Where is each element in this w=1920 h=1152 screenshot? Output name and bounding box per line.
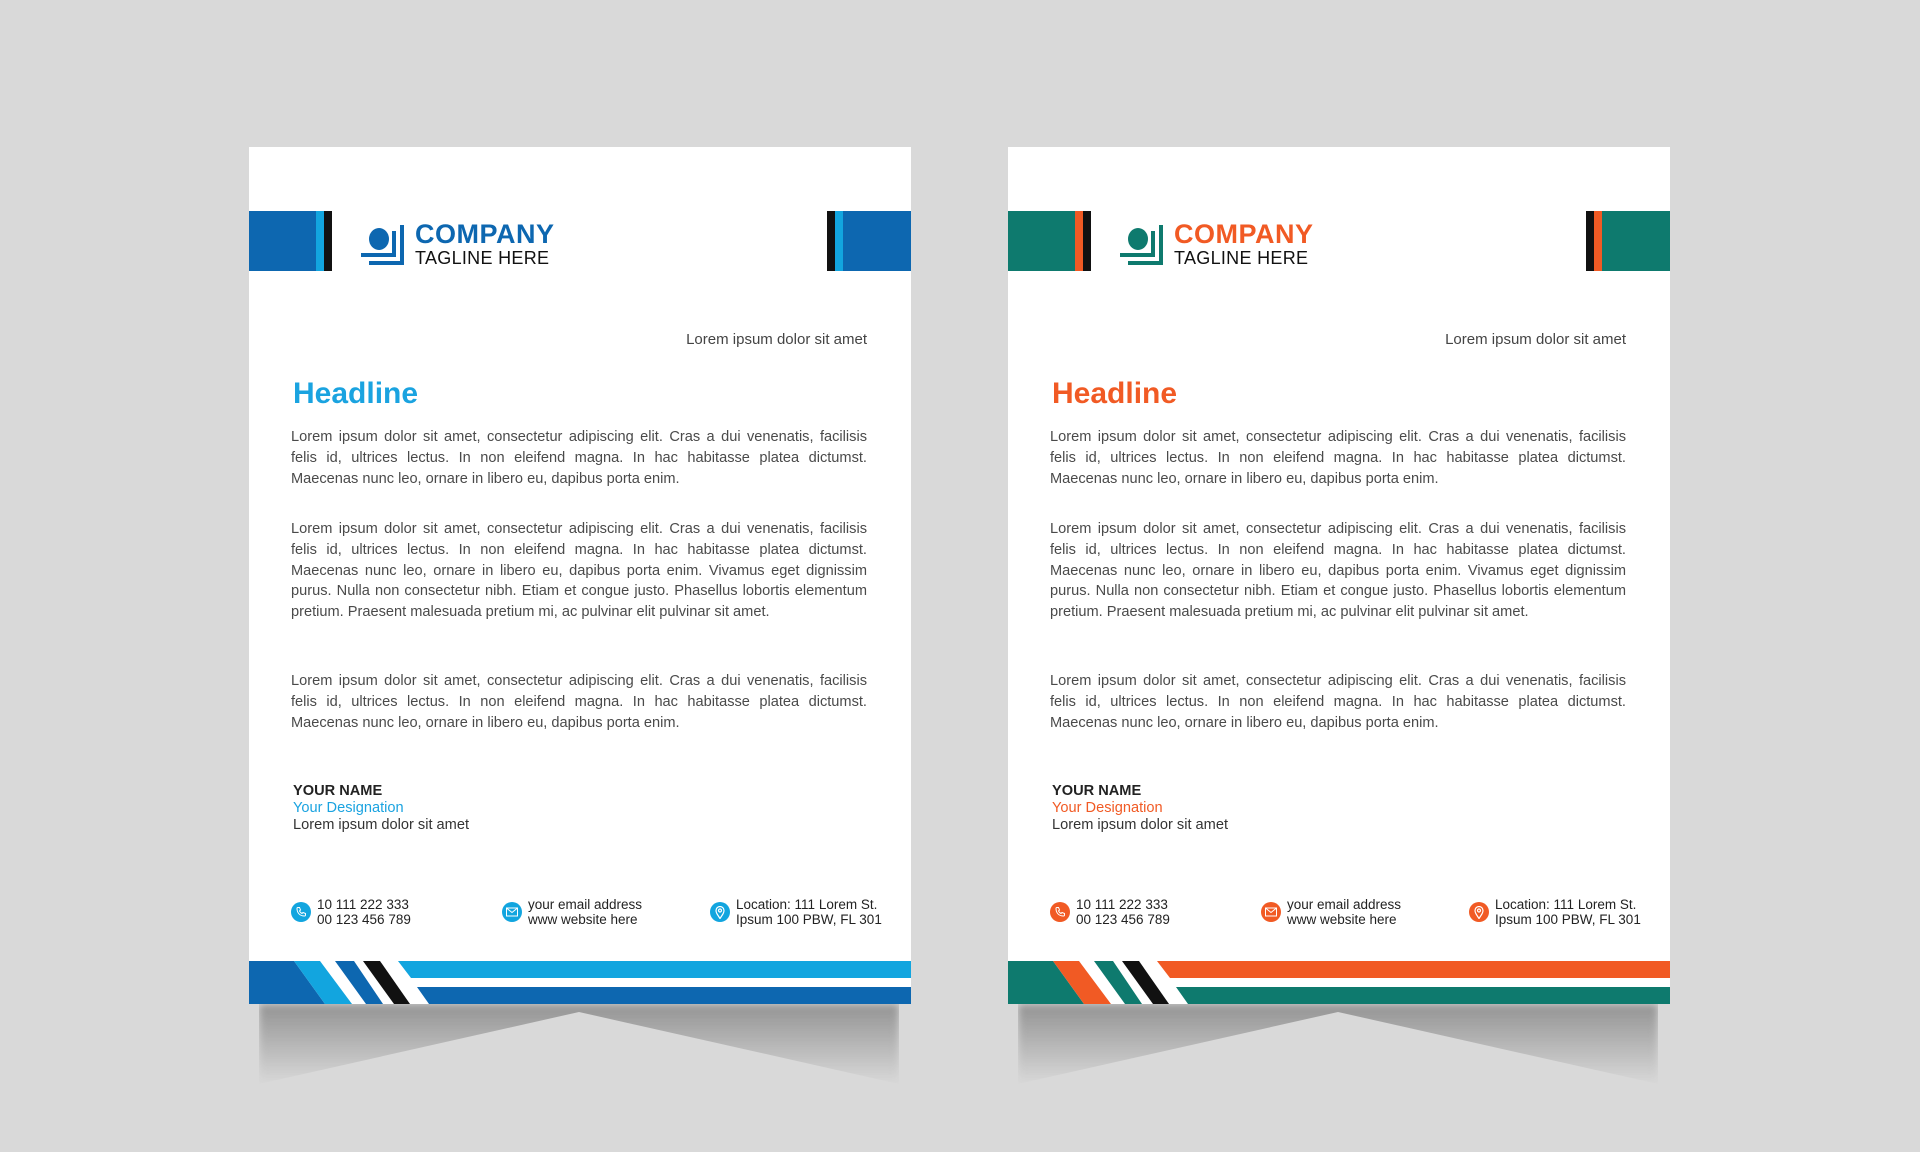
contact-line1: 10 111 222 333 xyxy=(317,897,409,912)
footer-stripes xyxy=(1008,961,1670,1004)
signature-designation: Your Designation xyxy=(293,800,404,816)
email-icon xyxy=(502,902,522,922)
footer-band-bottom xyxy=(417,987,911,1004)
location-icon xyxy=(710,902,730,922)
contact-phone xyxy=(291,897,411,927)
headline: Headline xyxy=(1052,377,1178,410)
body-paragraph: Lorem ipsum dolor sit amet, consectetur adipiscing elit. Cras a dui venenatis, facilisis felis id, ultrices lectus. In non eleifend magna. In hac habitasse platea dictumst. Maecenas nunc leo, ornare in libero eu, dapibus porta enim. xyxy=(291,673,867,731)
body-paragraph: Lorem ipsum dolor sit amet, consectetur adipiscing elit. Cras a dui venenatis, facilisis felis id, ultrices lectus. In non eleifend magna. In hac habitasse platea dictumst. Maecenas nunc leo, ornare in libero eu, dapibus porta enim. Vivamus eget dignissim purus. Nulla non consectetur nibh. Etiam et congue justo. Phasellus lobortis elementum pretium. Praesent malesuada pretium mi, ac pulvinar elit pulvinar sit amet. xyxy=(291,521,867,621)
signature-name: YOUR NAME xyxy=(1052,783,1142,799)
email-icon xyxy=(1261,902,1281,922)
location-icon xyxy=(1469,902,1489,922)
contact-line1: your email address xyxy=(528,897,643,912)
company-logo-icon xyxy=(1116,217,1176,267)
signature-designation: Your Designation xyxy=(1052,800,1163,816)
footer-stripes xyxy=(249,961,911,1004)
body-paragraph: Lorem ipsum dolor sit amet, consectetur adipiscing elit. Cras a dui venenatis, facilisis felis id, ultrices lectus. In non eleifend magna. In hac habitasse platea dictumst. Maecenas nunc leo, ornare in libero eu, dapibus porta enim. Vivamus eget dignissim purus. Nulla non consectetur nibh. Etiam et congue justo. Phasellus lobortis elementum pretium. Praesent malesuada pretium mi, ac pulvinar elit pulvinar sit amet. xyxy=(1050,521,1626,621)
body-paragraph: Lorem ipsum dolor sit amet, consectetur adipiscing elit. Cras a dui venenatis, facilisis felis id, ultrices lectus. In non eleifend magna. In hac habitasse platea dictumst. Maecenas nunc leo, ornare in libero eu, dapibus porta enim. xyxy=(291,429,867,487)
page-shadow xyxy=(1018,1004,1658,1084)
signature-name: YOUR NAME xyxy=(293,783,383,799)
header-bar-left xyxy=(1008,211,1091,271)
footer-band-top xyxy=(1157,961,1670,978)
contact-line2: Ipsum 100 PBW, FL 301 xyxy=(736,912,882,927)
company-logo-icon xyxy=(357,217,417,267)
company-name: COMPANY xyxy=(415,219,555,249)
company-tagline: TAGLINE HERE xyxy=(415,248,550,268)
body-paragraph: Lorem ipsum dolor sit amet, consectetur adipiscing elit. Cras a dui venenatis, facilisis felis id, ultrices lectus. In non eleifend magna. In hac habitasse platea dictumst. Maecenas nunc leo, ornare in libero eu, dapibus porta enim. xyxy=(1050,673,1626,731)
body-paragraph: Lorem ipsum dolor sit amet, consectetur adipiscing elit. Cras a dui venenatis, facilisis felis id, ultrices lectus. In non eleifend magna. In hac habitasse platea dictumst. Maecenas nunc leo, ornare in libero eu, dapibus porta enim. xyxy=(1050,429,1626,487)
dateline: Lorem ipsum dolor sit amet xyxy=(686,331,867,348)
dateline: Lorem ipsum dolor sit amet xyxy=(1445,331,1626,348)
contact-line2: 00 123 456 789 xyxy=(1076,912,1170,927)
contact-email xyxy=(502,897,642,927)
contact-line1: Location: 111 Lorem St. xyxy=(1495,897,1637,912)
contact-line2: 00 123 456 789 xyxy=(317,912,411,927)
phone-icon xyxy=(291,902,311,922)
contact-line1: your email address xyxy=(1287,897,1402,912)
contact-location xyxy=(710,897,882,927)
contact-email xyxy=(1261,897,1401,927)
signature-note: Lorem ipsum dolor sit amet xyxy=(1052,817,1229,833)
signature-note: Lorem ipsum dolor sit amet xyxy=(293,817,470,833)
contact-location xyxy=(1469,897,1641,927)
contact-phone xyxy=(1050,897,1170,927)
company-name: COMPANY xyxy=(1174,219,1314,249)
header-bar-right xyxy=(1586,211,1670,271)
header-bar-right xyxy=(827,211,911,271)
contact-line2: www website here xyxy=(1287,912,1397,927)
headline: Headline xyxy=(293,377,419,410)
footer-band-top xyxy=(398,961,911,978)
footer-band-bottom xyxy=(1176,987,1670,1004)
company-tagline: TAGLINE HERE xyxy=(1174,248,1309,268)
phone-icon xyxy=(1050,902,1070,922)
contact-line2: Ipsum 100 PBW, FL 301 xyxy=(1495,912,1641,927)
page-shadow xyxy=(259,1004,899,1084)
letterhead-page xyxy=(1008,147,1670,1004)
letterhead-page xyxy=(249,147,911,1004)
contact-line2: www website here xyxy=(528,912,638,927)
header-bar-left xyxy=(249,211,332,271)
contact-line1: Location: 111 Lorem St. xyxy=(736,897,878,912)
contact-line1: 10 111 222 333 xyxy=(1076,897,1168,912)
